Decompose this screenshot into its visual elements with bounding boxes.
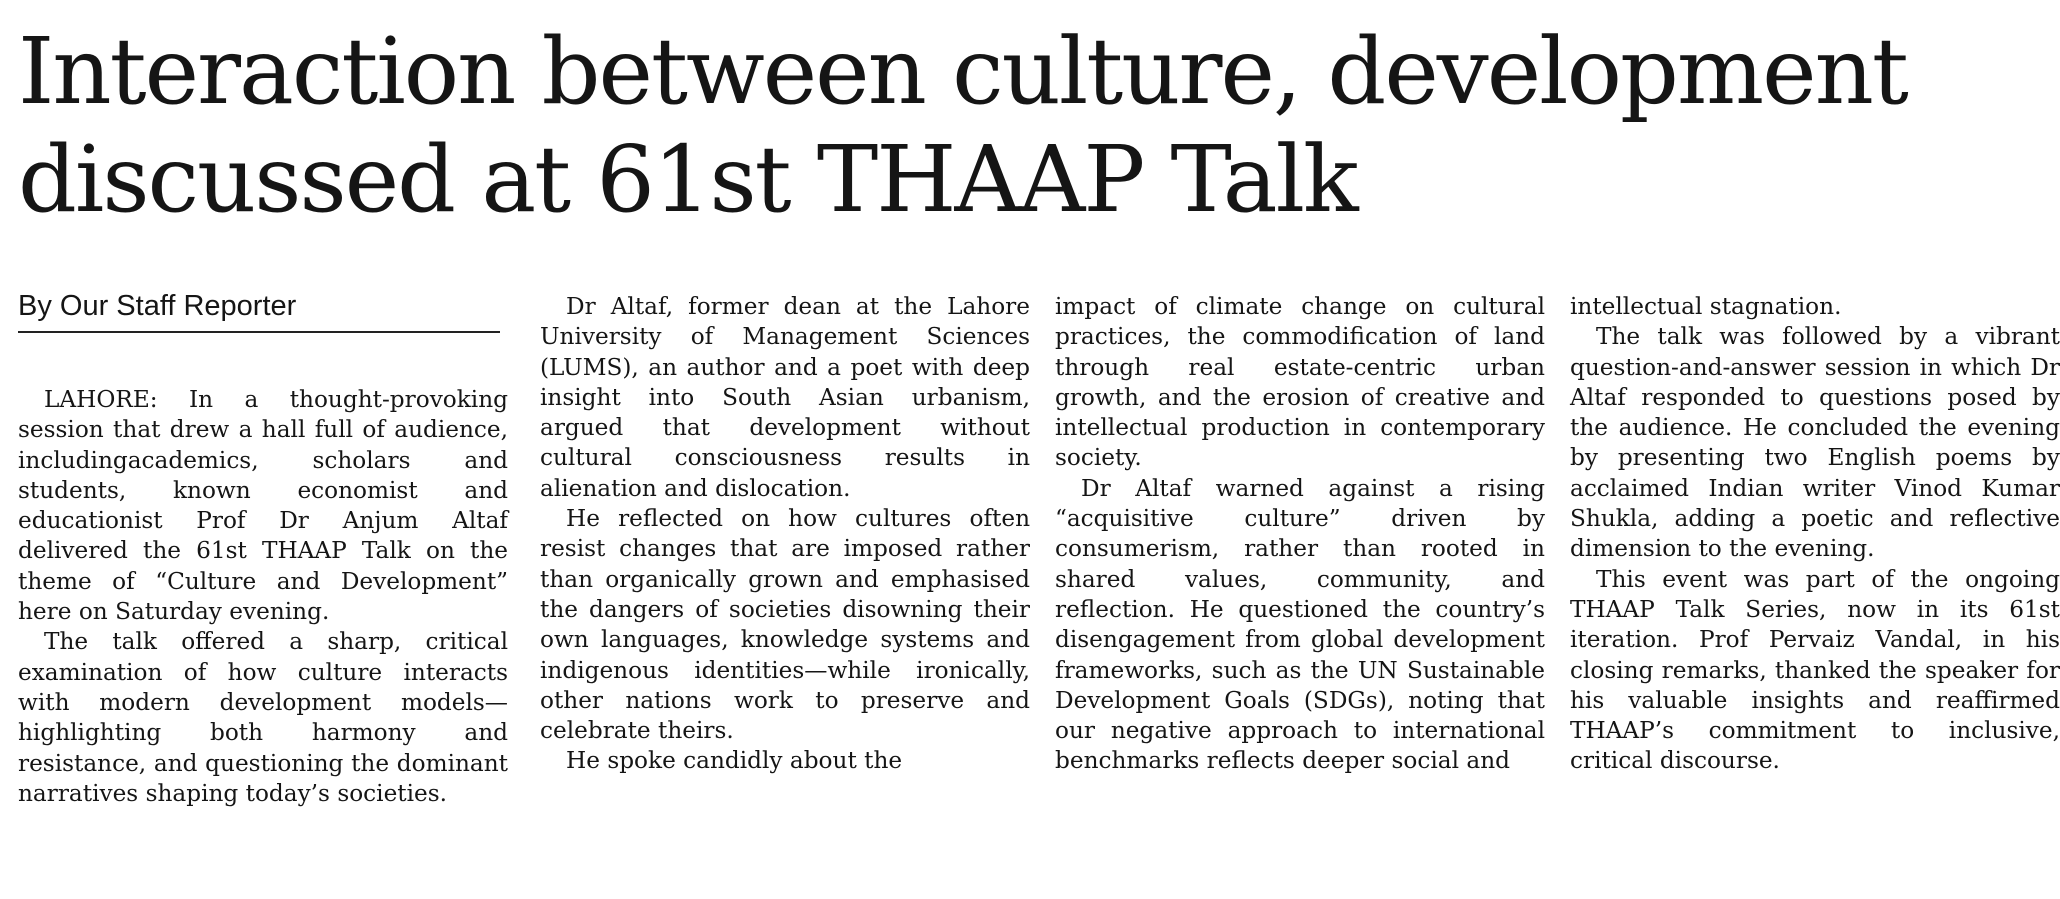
paragraph: He spoke candidly about the — [566, 747, 903, 775]
paragraph: The talk offered a sharp, critical examination of how culture interacts with modern development models—highlighting both harmony and resistance, and questioning the dominant narratives shaping today’s societies. — [18, 628, 508, 807]
article-column-4 — [1570, 292, 2060, 777]
headline-line-1: Interaction between culture, development — [18, 18, 1907, 125]
article-column-3 — [1055, 292, 1545, 777]
headline — [18, 18, 2048, 234]
paragraph: Dr Altaf, former dean at the Lahore University of Management Sciences (LUMS), an author and a poet with deep insight into South Asian urbanism, argued that development without cultural consciousness results in alienation and dislocation. — [540, 293, 1030, 502]
paragraph: The talk was followed by a vibrant question-and-answer session in which Dr Altaf responded to questions posed by the audience. He concluded the evening by presenting two English poems by acclaimed Indian writer Vinod Kumar Shukla, adding a poetic and reflective dimension to the evening. — [1570, 323, 2060, 563]
paragraph: impact of climate change on cultural practices, the commodification of land through real estate-centric urban growth, and the erosion of creative and intellectual production in contemporary society. — [1055, 293, 1545, 472]
headline-line-2: discussed at 61st THAAP Talk — [18, 126, 1357, 233]
article-column-2 — [540, 292, 1030, 777]
byline: By Our Staff Reporter — [18, 290, 500, 333]
paragraph: He reflected on how cultures often resist changes that are imposed rather than organically grown and emphasised the dangers of societies disowning their own languages, knowledge systems and indigenous identities—while ironically, other nations work to preserve and celebrate theirs. — [540, 505, 1030, 745]
paragraph: LAHORE: In a thought-provoking session that drew a hall full of audience, includingacademics, scholars and students, known economist and educationist Prof Dr Anjum Altaf delivered the 61st THAAP Talk on the theme of “Culture and Development” here on Saturday evening. — [18, 386, 508, 626]
paragraph: Dr Altaf warned against a rising “acquisitive culture” driven by consumerism, rather than rooted in shared values, community, and reflection. He questioned the country’s disengagement from global development frameworks, such as the UN Sustainable Development Goals (SDGs), noting that our negative approach to international benchmarks reflects deeper social and — [1055, 474, 1545, 775]
paragraph: intellectual stagnation. — [1570, 293, 1842, 320]
article-column-1 — [18, 385, 508, 809]
paragraph: This event was part of the ongoing THAAP Talk Series, now in its 61st iteration. Prof Pervaiz Vandal, in his closing remarks, thanked the speaker for his valuable insights and reaffirmed THAAP’s commitment to inclusive, critical discourse. — [1570, 565, 2060, 775]
